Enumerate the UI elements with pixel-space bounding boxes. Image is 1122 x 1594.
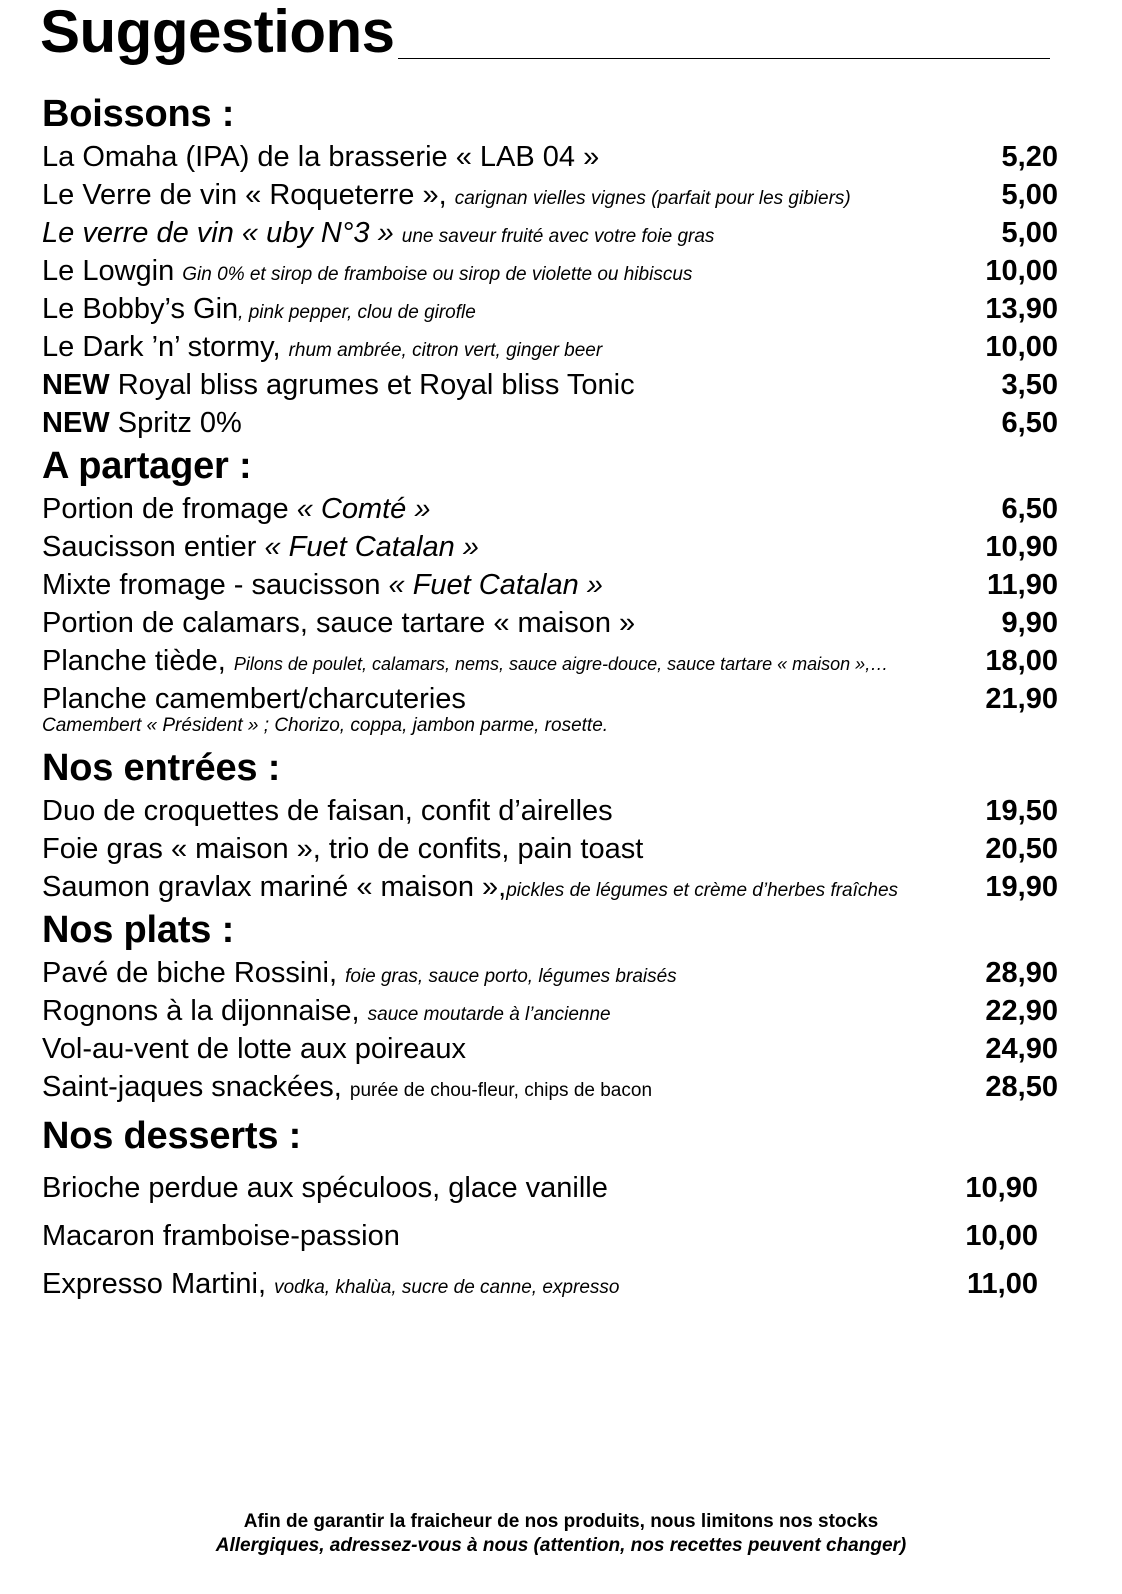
item-price: 10,90 bbox=[965, 1172, 1038, 1204]
item-description: Gin 0% et sirop de framboise ou sirop de violette ou hibiscus bbox=[182, 264, 693, 285]
section-a-partager bbox=[42, 442, 1058, 738]
item-name: Vol-au-vent de lotte aux poireaux bbox=[42, 1033, 466, 1065]
item-price: 11,00 bbox=[967, 1268, 1038, 1300]
menu-item bbox=[42, 252, 1058, 290]
item-description: vodka, khalùa, sucre de canne, expresso bbox=[274, 1277, 620, 1298]
item-name: Spritz 0% bbox=[109, 407, 242, 439]
item-name: Macaron framboise-passion bbox=[42, 1220, 400, 1252]
item-price: 5,00 bbox=[1001, 179, 1058, 211]
item-name: Rognons à la dijonnaise, bbox=[42, 995, 368, 1027]
menu-item bbox=[42, 1212, 1058, 1260]
item-price: 19,90 bbox=[985, 871, 1058, 903]
menu-item bbox=[42, 1260, 1058, 1308]
item-price: 10,00 bbox=[965, 1220, 1038, 1252]
item-note: Camembert « Président » ; Chorizo, coppa, jambon parme, rosette. bbox=[42, 715, 609, 736]
item-price: 21,90 bbox=[985, 683, 1058, 715]
item-name: Le Bobby’s Gin bbox=[42, 293, 239, 325]
page-title: Suggestions bbox=[40, 0, 395, 65]
item-name: Royal bliss agrumes et Royal bliss Tonic bbox=[109, 369, 635, 401]
item-name: Le Lowgin bbox=[42, 255, 183, 287]
menu-item bbox=[42, 642, 1058, 680]
footer-line-stocks: Afin de garantir la fraicheur de nos produits, nous limitons nos stocks bbox=[243, 1511, 879, 1532]
item-price: 28,50 bbox=[985, 1071, 1058, 1103]
item-price: 9,90 bbox=[1001, 607, 1058, 639]
menu-item bbox=[42, 138, 1058, 176]
item-description: une saveur fruité avec votre foie gras bbox=[401, 226, 715, 247]
menu-item bbox=[42, 176, 1058, 214]
section-heading: Nos plats : bbox=[42, 909, 235, 951]
item-name: Le verre de vin « uby N°3 » bbox=[42, 217, 402, 249]
menu-item bbox=[42, 490, 1058, 528]
item-name: Planche camembert/charcuteries bbox=[42, 683, 466, 715]
item-accent: « Comté » bbox=[296, 493, 431, 525]
item-name: Mixte fromage - saucisson bbox=[42, 569, 389, 601]
item-price: 6,50 bbox=[1001, 493, 1058, 525]
menu-item bbox=[42, 528, 1058, 566]
new-badge: NEW bbox=[42, 407, 110, 439]
menu-item bbox=[42, 566, 1058, 604]
item-price: 28,90 bbox=[985, 957, 1058, 989]
item-name: Brioche perdue aux spéculoos, glace vanille bbox=[42, 1172, 608, 1204]
item-description: purée de chou-fleur, chips de bacon bbox=[349, 1080, 653, 1101]
footer-note bbox=[0, 1510, 1122, 1558]
section-heading: Nos desserts : bbox=[42, 1115, 302, 1157]
menu-item bbox=[42, 604, 1058, 642]
section-heading: A partager : bbox=[42, 445, 252, 487]
item-name: Foie gras « maison », trio de confits, pain toast bbox=[42, 833, 644, 865]
item-name: Le Verre de vin « Roqueterre », bbox=[42, 179, 455, 211]
item-price: 11,90 bbox=[987, 569, 1058, 601]
item-price: 18,00 bbox=[985, 645, 1058, 677]
section-heading: Nos entrées : bbox=[42, 747, 281, 789]
item-name: Planche tiède, bbox=[42, 645, 234, 677]
item-price: 19,50 bbox=[985, 795, 1058, 827]
menu-item bbox=[42, 404, 1058, 442]
item-name: Saint-jaques snackées, bbox=[42, 1071, 350, 1103]
new-badge: NEW bbox=[42, 369, 110, 401]
item-price: 10,00 bbox=[985, 331, 1058, 363]
title-underline bbox=[398, 58, 1050, 59]
section-plats bbox=[42, 906, 1058, 1106]
item-description: carignan vielles vignes (parfait pour les gibiers) bbox=[454, 188, 851, 209]
menu-item bbox=[42, 1164, 1058, 1212]
menu-item bbox=[42, 680, 1058, 718]
menu-item bbox=[42, 328, 1058, 366]
item-name: Portion de calamars, sauce tartare « maison » bbox=[42, 607, 636, 639]
item-price: 5,00 bbox=[1001, 217, 1058, 249]
menu-item bbox=[42, 214, 1058, 252]
menu-item bbox=[42, 290, 1058, 328]
item-price: 6,50 bbox=[1001, 407, 1058, 439]
item-price: 3,50 bbox=[1001, 369, 1058, 401]
item-name: Expresso Martini, bbox=[42, 1268, 275, 1300]
footer-line-allergies: Allergiques, adressez-vous à nous (attention, nos recettes peuvent changer) bbox=[215, 1535, 907, 1556]
item-price: 5,20 bbox=[1001, 141, 1058, 173]
item-price: 20,50 bbox=[985, 833, 1058, 865]
menu-item bbox=[42, 1030, 1058, 1068]
item-price: 10,00 bbox=[985, 255, 1058, 287]
item-description: foie gras, sauce porto, légumes braisés bbox=[345, 966, 677, 987]
item-description: , pink pepper, clou de girofle bbox=[238, 302, 476, 323]
item-accent: « Fuet Catalan » bbox=[264, 531, 479, 563]
menu-item bbox=[42, 830, 1058, 868]
section-heading: Boissons : bbox=[42, 93, 235, 135]
item-description: pickles de légumes et crème d’herbes fraîches bbox=[506, 880, 899, 901]
menu-item bbox=[42, 1068, 1058, 1106]
item-accent: « Fuet Catalan » bbox=[388, 569, 603, 601]
item-price: 24,90 bbox=[985, 1033, 1058, 1065]
menu-item bbox=[42, 868, 1058, 906]
item-name: Le Dark ’n’ stormy, bbox=[42, 331, 289, 363]
menu-item bbox=[42, 954, 1058, 992]
section-desserts bbox=[42, 1112, 1058, 1308]
item-name: La Omaha (IPA) de la brasserie « LAB 04 » bbox=[42, 141, 600, 173]
section-boissons bbox=[42, 90, 1058, 442]
menu-item bbox=[42, 366, 1058, 404]
item-description: sauce moutarde à l’ancienne bbox=[367, 1004, 611, 1025]
item-description: rhum ambrée, citron vert, ginger beer bbox=[288, 340, 603, 361]
item-price: 10,90 bbox=[985, 531, 1058, 563]
item-name: Saumon gravlax mariné « maison », bbox=[42, 871, 507, 903]
item-name: Portion de fromage bbox=[42, 493, 297, 525]
item-name: Duo de croquettes de faisan, confit d’airelles bbox=[42, 795, 613, 827]
menu-item bbox=[42, 992, 1058, 1030]
item-name: Pavé de biche Rossini, bbox=[42, 957, 346, 989]
menu-item bbox=[42, 792, 1058, 830]
menu bbox=[42, 90, 1058, 1308]
item-price: 13,90 bbox=[985, 293, 1058, 325]
item-name: Saucisson entier bbox=[42, 531, 265, 563]
section-entrees bbox=[42, 744, 1058, 906]
item-price: 22,90 bbox=[985, 995, 1058, 1027]
item-description: Pilons de poulet, calamars, nems, sauce aigre-douce, sauce tartare « maison »,… bbox=[233, 654, 889, 674]
title-row bbox=[40, 0, 1060, 70]
